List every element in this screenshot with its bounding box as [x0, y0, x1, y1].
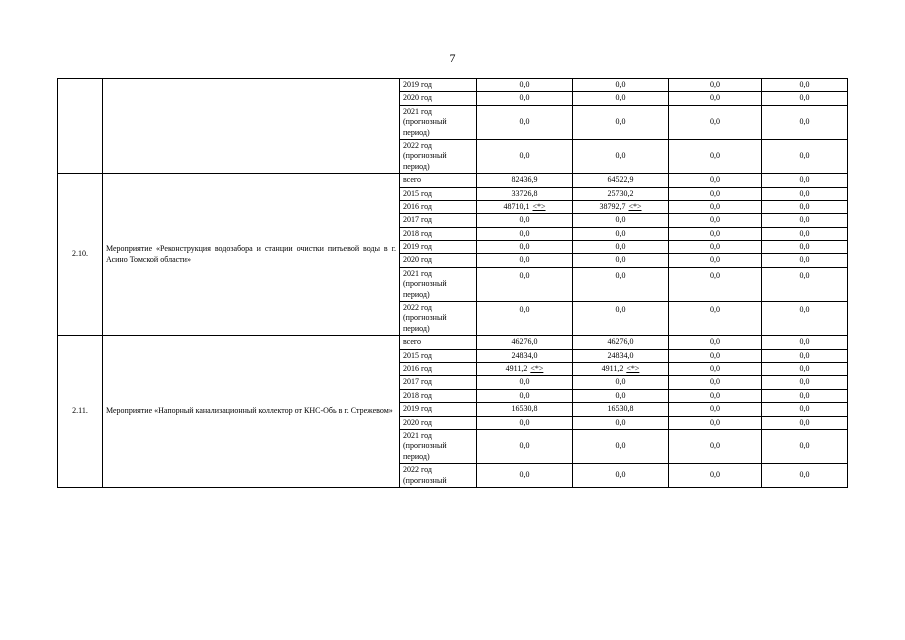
amount-cell — [669, 174, 762, 187]
amount-cell — [477, 376, 573, 389]
amount-value: 0,0 — [799, 404, 810, 414]
amount-cell — [669, 302, 762, 336]
amount-cell — [669, 214, 762, 227]
period-cell: 2018 год — [400, 227, 477, 240]
measure-description: Мероприятие «Реконструкция водозабора и станции очистки питьевой воды в г. Асино Томской области» — [103, 174, 400, 336]
amount-value: 0,0 — [799, 151, 810, 161]
period-cell: 2015 год — [400, 187, 477, 200]
amount-value: 0,0 — [710, 305, 720, 315]
amount-cell — [477, 403, 573, 416]
amount-cell — [477, 254, 573, 267]
amount-value: 0,0 — [710, 93, 720, 103]
amount-cell — [573, 105, 669, 139]
period-cell: 2019 год — [400, 403, 477, 416]
amount-cell — [669, 429, 762, 463]
amount-value: 0,0 — [519, 441, 530, 451]
period-cell: всего — [400, 336, 477, 349]
amount-cell — [573, 302, 669, 336]
amount-cell — [762, 139, 848, 173]
amount-value: 0,0 — [799, 363, 810, 373]
table-row — [58, 79, 848, 92]
amount-value: 0,0 — [710, 215, 720, 225]
measure-index: 2.10. — [58, 174, 103, 336]
amount-value: 0,0 — [710, 242, 720, 252]
amount-value: 0,0 — [519, 417, 530, 427]
amount-value: 0,0 — [519, 242, 530, 252]
amount-cell — [762, 267, 848, 301]
amount-cell — [477, 429, 573, 463]
table-row — [58, 174, 848, 187]
amount-cell — [573, 227, 669, 240]
amount-cell — [477, 227, 573, 240]
amount-value: 0,0 — [519, 215, 530, 225]
amount-value: 0,0 — [615, 151, 626, 161]
amount-value: 0,0 — [799, 175, 810, 185]
amount-cell — [762, 416, 848, 429]
period-cell: 2022 год (прогнозный период) — [400, 302, 477, 336]
amount-cell — [762, 214, 848, 227]
amount-cell — [477, 139, 573, 173]
amount-cell — [669, 349, 762, 362]
amount-value: 0,0 — [799, 417, 810, 427]
amount-value: 16530,8 — [607, 404, 634, 414]
amount-value: 0,0 — [615, 93, 626, 103]
amount-value: 4911,2 — [601, 363, 624, 373]
period-cell: 2021 год (прогнозный период) — [400, 267, 477, 301]
amount-cell — [669, 403, 762, 416]
amount-value: 4911,2 — [505, 363, 528, 373]
period-cell: 2019 год — [400, 79, 477, 92]
amount-cell — [573, 362, 669, 375]
amount-value: 0,0 — [710, 390, 720, 400]
measure-index: 2.11. — [58, 336, 103, 488]
amount-value: 0,0 — [710, 404, 720, 414]
amount-cell — [762, 429, 848, 463]
amount-value: 82436,9 — [511, 175, 538, 185]
period-cell: 2019 год — [400, 241, 477, 254]
amount-cell — [477, 362, 573, 375]
amount-value: 0,0 — [710, 270, 720, 280]
period-cell: 2022 год (прогнозный — [400, 464, 477, 488]
amount-cell — [669, 187, 762, 200]
amount-value: 0,0 — [615, 117, 626, 127]
amount-cell — [762, 362, 848, 375]
amount-cell — [762, 79, 848, 92]
amount-cell — [477, 416, 573, 429]
amount-cell — [573, 349, 669, 362]
amount-cell — [762, 336, 848, 349]
amount-cell — [762, 105, 848, 139]
footnote-link[interactable]: <*> — [628, 201, 642, 211]
amount-value: 0,0 — [799, 188, 810, 198]
amount-value: 0,0 — [710, 188, 720, 198]
amount-cell — [762, 403, 848, 416]
amount-value: 0,0 — [799, 337, 810, 347]
period-cell: 2015 год — [400, 349, 477, 362]
amount-value: 0,0 — [519, 390, 530, 400]
amount-value: 0,0 — [615, 417, 626, 427]
amount-cell — [669, 362, 762, 375]
amount-cell — [762, 227, 848, 240]
amount-cell — [573, 254, 669, 267]
amount-cell — [762, 92, 848, 105]
measure-description: Мероприятие «Напорный канализационный коллектор от КНС-Обь в г. Стрежевом» — [103, 336, 400, 488]
amount-cell — [762, 302, 848, 336]
amount-cell — [669, 79, 762, 92]
amount-value: 0,0 — [615, 255, 626, 265]
amount-value: 0,0 — [519, 270, 530, 280]
amount-cell — [762, 200, 848, 213]
amount-cell — [477, 187, 573, 200]
amount-value: 0,0 — [799, 117, 810, 127]
amount-cell — [477, 302, 573, 336]
amount-value: 0,0 — [710, 363, 720, 373]
amount-value: 0,0 — [710, 377, 720, 387]
amount-cell — [477, 389, 573, 402]
amount-cell — [477, 105, 573, 139]
amount-value: 0,0 — [519, 93, 530, 103]
amount-value: 0,0 — [519, 80, 530, 89]
amount-value: 0,0 — [710, 151, 720, 161]
amount-cell — [573, 79, 669, 92]
amount-cell — [573, 389, 669, 402]
amount-cell — [669, 200, 762, 213]
period-cell: 2016 год — [400, 362, 477, 375]
amount-cell — [573, 376, 669, 389]
amount-cell — [477, 241, 573, 254]
footnote-link[interactable]: <*> — [626, 363, 640, 373]
amount-cell — [477, 267, 573, 301]
budget-table — [57, 78, 848, 488]
amount-cell — [669, 464, 762, 488]
amount-value: 25730,2 — [607, 188, 634, 198]
amount-cell — [669, 241, 762, 254]
amount-cell — [669, 389, 762, 402]
footnote-link[interactable]: <*> — [530, 363, 544, 373]
amount-value: 0,0 — [710, 175, 720, 185]
measure-index — [58, 79, 103, 174]
amount-value: 0,0 — [799, 377, 810, 387]
amount-cell — [573, 336, 669, 349]
period-cell: 2020 год — [400, 416, 477, 429]
period-cell: всего — [400, 174, 477, 187]
amount-value: 0,0 — [519, 377, 530, 387]
amount-cell — [477, 214, 573, 227]
amount-value: 24834,0 — [511, 350, 538, 360]
amount-value: 0,0 — [615, 305, 626, 315]
footnote-link[interactable]: <*> — [532, 201, 546, 211]
amount-cell — [573, 92, 669, 105]
amount-value: 46276,0 — [607, 337, 634, 347]
amount-value: 0,0 — [615, 215, 626, 225]
amount-cell — [762, 254, 848, 267]
amount-value: 0,0 — [799, 255, 810, 265]
period-cell: 2017 год — [400, 214, 477, 227]
period-cell: 2022 год (прогнозный период) — [400, 139, 477, 173]
period-cell: 2021 год (прогнозный период) — [400, 429, 477, 463]
amount-cell — [669, 336, 762, 349]
amount-value: 64522,9 — [607, 175, 634, 185]
amount-cell — [573, 464, 669, 488]
amount-value: 0,0 — [799, 270, 810, 280]
amount-value: 0,0 — [519, 228, 530, 238]
amount-value: 0,0 — [710, 80, 720, 89]
amount-value: 38792,7 — [599, 201, 626, 211]
amount-cell — [573, 403, 669, 416]
amount-value: 0,0 — [710, 117, 720, 127]
amount-cell — [573, 267, 669, 301]
period-cell: 2017 год — [400, 376, 477, 389]
amount-cell — [762, 349, 848, 362]
amount-cell — [573, 200, 669, 213]
amount-value: 0,0 — [615, 270, 626, 280]
amount-cell — [573, 174, 669, 187]
amount-cell — [477, 174, 573, 187]
amount-cell — [669, 227, 762, 240]
amount-value: 0,0 — [519, 305, 530, 315]
period-cell: 2016 год — [400, 200, 477, 213]
page-number: 7 — [449, 51, 456, 65]
amount-cell — [669, 92, 762, 105]
amount-value: 0,0 — [799, 201, 810, 211]
amount-cell — [573, 214, 669, 227]
amount-cell — [669, 267, 762, 301]
amount-value: 16530,8 — [511, 404, 538, 414]
amount-value: 0,0 — [710, 201, 720, 211]
amount-cell — [573, 416, 669, 429]
period-cell: 2020 год — [400, 254, 477, 267]
amount-value: 0,0 — [615, 242, 626, 252]
amount-value: 0,0 — [615, 377, 626, 387]
amount-value: 0,0 — [710, 417, 720, 427]
period-cell: 2018 год — [400, 389, 477, 402]
measure-description — [103, 79, 400, 174]
amount-cell — [762, 187, 848, 200]
period-cell: 2021 год (прогнозный период) — [400, 105, 477, 139]
amount-value: 0,0 — [710, 337, 720, 347]
amount-cell — [477, 336, 573, 349]
amount-value: 0,0 — [615, 441, 626, 451]
amount-cell — [669, 254, 762, 267]
amount-value: 0,0 — [615, 228, 626, 238]
amount-value: 0,0 — [615, 470, 626, 480]
amount-cell — [762, 376, 848, 389]
amount-cell — [477, 92, 573, 105]
amount-value: 48710,1 — [503, 201, 530, 211]
amount-value: 0,0 — [799, 390, 810, 400]
amount-cell — [669, 416, 762, 429]
amount-value: 0,0 — [519, 151, 530, 161]
period-cell: 2020 год — [400, 92, 477, 105]
amount-value: 0,0 — [799, 350, 810, 360]
amount-value: 33726,8 — [511, 188, 538, 198]
amount-cell — [669, 139, 762, 173]
amount-value: 0,0 — [799, 228, 810, 238]
amount-value: 0,0 — [615, 390, 626, 400]
amount-value: 0,0 — [710, 441, 720, 451]
amount-value: 0,0 — [799, 441, 810, 451]
amount-value: 46276,0 — [511, 337, 538, 347]
amount-cell — [573, 187, 669, 200]
amount-cell — [762, 464, 848, 488]
amount-cell — [762, 241, 848, 254]
amount-value: 0,0 — [799, 215, 810, 225]
amount-value: 0,0 — [799, 93, 810, 103]
amount-cell — [669, 105, 762, 139]
amount-value: 0,0 — [710, 350, 720, 360]
amount-cell — [477, 464, 573, 488]
amount-value: 0,0 — [799, 242, 810, 252]
amount-value: 0,0 — [519, 255, 530, 265]
amount-value: 0,0 — [799, 470, 810, 480]
amount-cell — [477, 79, 573, 92]
amount-value: 0,0 — [799, 305, 810, 315]
amount-value: 24834,0 — [607, 350, 634, 360]
table-row — [58, 336, 848, 349]
amount-value: 0,0 — [710, 255, 720, 265]
amount-cell — [573, 241, 669, 254]
amount-cell — [762, 389, 848, 402]
amount-cell — [477, 200, 573, 213]
amount-value: 0,0 — [710, 470, 720, 480]
amount-value: 0,0 — [519, 470, 530, 480]
amount-value: 0,0 — [615, 80, 626, 89]
amount-cell — [573, 429, 669, 463]
amount-cell — [573, 139, 669, 173]
amount-cell — [477, 349, 573, 362]
amount-cell — [762, 174, 848, 187]
amount-value: 0,0 — [799, 80, 810, 89]
amount-cell — [669, 376, 762, 389]
amount-value: 0,0 — [519, 117, 530, 127]
amount-value: 0,0 — [710, 228, 720, 238]
